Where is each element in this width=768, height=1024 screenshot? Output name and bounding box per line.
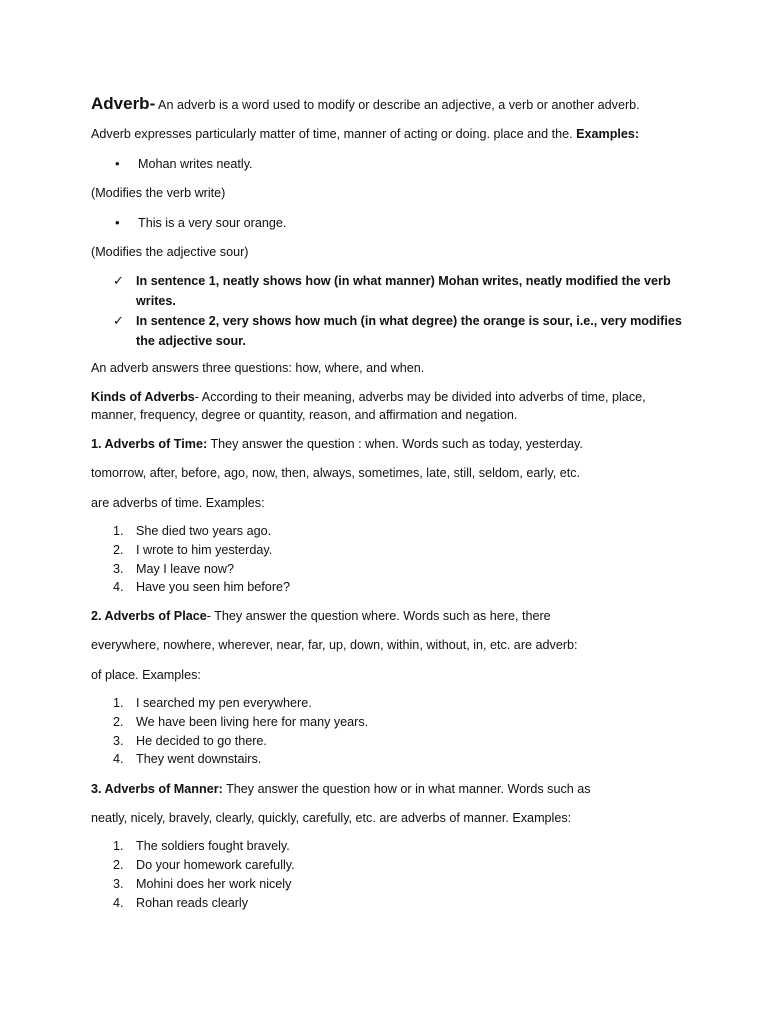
- bullet-note: (Modifies the verb write): [91, 186, 226, 200]
- list-item: Rohan reads clearly: [136, 896, 249, 910]
- list-item: I searched my pen everywhere.: [136, 696, 312, 710]
- intro-definition-line: [91, 94, 640, 115]
- place-examples-line: of place. Examples:: [91, 668, 201, 682]
- list-number: 1.: [113, 696, 124, 710]
- list-number: 1.: [113, 839, 124, 853]
- kinds-line-2: manner, frequency, degree or quantity, reason, and affirmation and negation.: [91, 408, 518, 422]
- answers-line: An adverb answers three questions: how, where, and when.: [91, 361, 425, 375]
- kinds-text: - According to their meaning, adverbs may be divided into adverbs of time, place,: [194, 390, 646, 404]
- list-item: The soldiers fought bravely.: [136, 839, 290, 853]
- bullet-icon: •: [115, 215, 120, 230]
- checkmark-icon: ✓: [113, 313, 124, 328]
- kinds-label: Kinds of Adverbs: [91, 390, 195, 404]
- list-number: 3.: [113, 877, 124, 891]
- list-item: Mohini does her work nicely: [136, 877, 292, 891]
- kinds-line-1: [91, 387, 646, 407]
- list-number: 4.: [113, 896, 124, 910]
- check-explanation: In sentence 1, neatly shows how (in what manner) Mohan writes, neatly modified the verb writes.: [136, 274, 671, 308]
- list-number: 3.: [113, 734, 124, 748]
- bullet-example: Mohan writes neatly.: [138, 157, 253, 171]
- time-heading: 1. Adverbs of Time:: [91, 437, 208, 451]
- list-number: 4.: [113, 580, 124, 594]
- list-item: They went downstairs.: [136, 752, 262, 766]
- intro-expresses: Adverb expresses particularly matter of time, manner of acting or doing. place and the.: [91, 127, 577, 141]
- list-number: 2.: [113, 543, 124, 557]
- list-item: Do your homework carefully.: [136, 858, 295, 872]
- list-number: 4.: [113, 752, 124, 766]
- intro-definition: An adverb is a word used to modify or describe an adjective, a verb or another adverb.: [155, 98, 640, 112]
- list-item: Have you seen him before?: [136, 580, 291, 594]
- list-item: He decided to go there.: [136, 734, 267, 748]
- list-item: She died two years ago.: [136, 524, 272, 538]
- list-item: May I leave now?: [136, 562, 235, 576]
- manner-description: They answer the question how or in what manner. Words such as: [222, 782, 591, 796]
- bullet-example: This is a very sour orange.: [138, 216, 287, 230]
- time-description: They answer the question : when. Words such as today, yesterday.: [207, 437, 583, 451]
- place-words-line: everywhere, nowhere, wherever, near, far, up, down, within, without, in, etc. are adverb:: [91, 638, 578, 652]
- time-words-line: tomorrow, after, before, ago, now, then, always, sometimes, late, still, seldom, early, etc.: [91, 466, 581, 480]
- manner-heading-line: [91, 779, 591, 799]
- list-number: 3.: [113, 562, 124, 576]
- time-examples-line: are adverbs of time. Examples:: [91, 496, 265, 510]
- list-item: I wrote to him yesterday.: [136, 543, 273, 557]
- place-heading-line: [91, 606, 551, 626]
- time-heading-line: [91, 434, 583, 454]
- manner-words-line: neatly, nicely, bravely, clearly, quickly, carefully, etc. are adverbs of manner. Examples:: [91, 811, 572, 825]
- page-title: Adverb-: [91, 94, 156, 113]
- place-heading: 2. Adverbs of Place: [91, 609, 207, 623]
- intro-examples-label: Examples:: [576, 127, 640, 141]
- list-item: We have been living here for many years.: [136, 715, 369, 729]
- list-number: 2.: [113, 715, 124, 729]
- intro-expresses-line: [91, 124, 639, 144]
- list-number: 1.: [113, 524, 124, 538]
- checkmark-icon: ✓: [113, 273, 124, 288]
- bullet-icon: •: [115, 156, 120, 171]
- bullet-note: (Modifies the adjective sour): [91, 245, 249, 259]
- place-description: - They answer the question where. Words such as here, there: [206, 609, 551, 623]
- manner-heading: 3. Adverbs of Manner:: [91, 782, 223, 796]
- check-explanation: In sentence 2, very shows how much (in what degree) the orange is sour, i.e., very modifies the adjective sour.: [136, 314, 682, 348]
- list-number: 2.: [113, 858, 124, 872]
